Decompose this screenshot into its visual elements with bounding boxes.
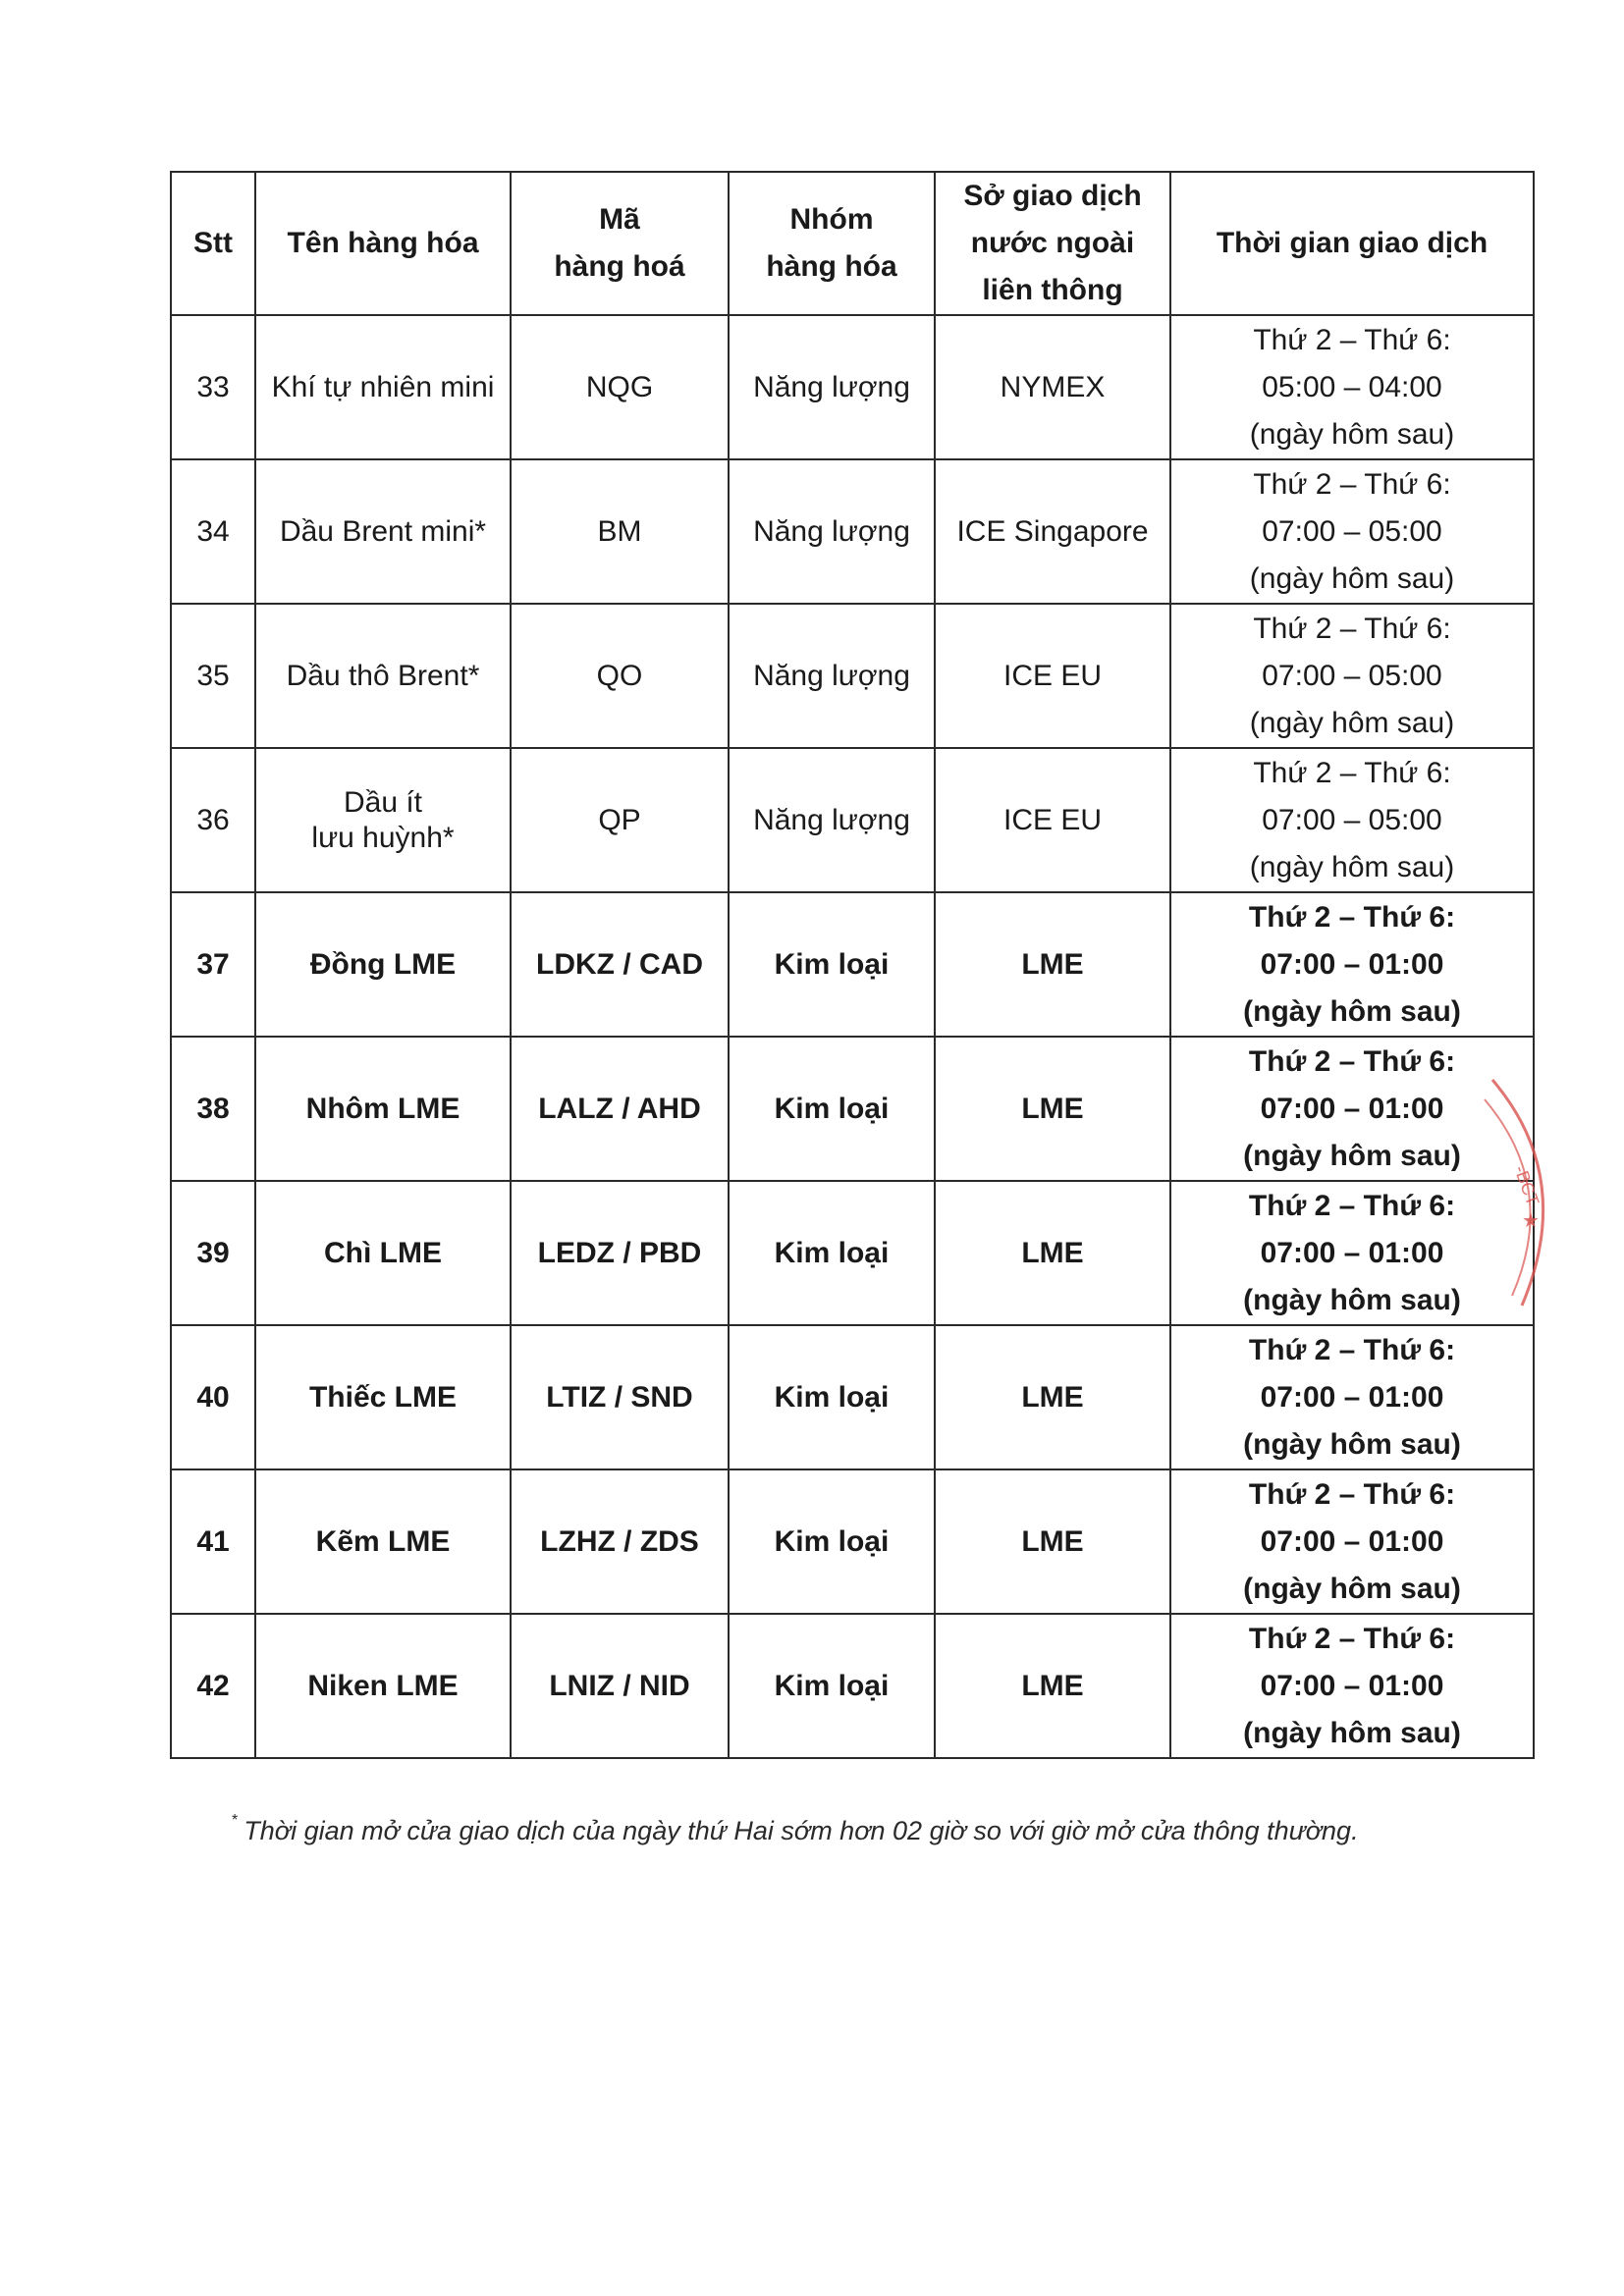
cell-code: QO (511, 604, 729, 748)
cell-code: NQG (511, 315, 729, 459)
footnote-text: Thời gian mở cửa giao dịch của ngày thứ Hai sớm hơn 02 giờ so với giờ mở cửa thông thường. (244, 1816, 1359, 1845)
table-row (171, 1037, 1534, 1181)
cell-code: LZHZ / ZDS (511, 1469, 729, 1614)
table-row (171, 1181, 1534, 1325)
cell-name: Thiếc LME (255, 1325, 511, 1469)
cell-time: Thứ 2 – Thứ 6: 07:00 – 01:00 (ngày hôm sau) (1170, 1325, 1534, 1469)
cell-exchange: NYMEX (935, 315, 1170, 459)
cell-stt: 35 (171, 604, 255, 748)
cell-name: Niken LME (255, 1614, 511, 1758)
cell-exchange: LME (935, 892, 1170, 1037)
table-row (171, 604, 1534, 748)
cell-stt: 37 (171, 892, 255, 1037)
header-group: Nhóm hàng hóa (729, 172, 935, 315)
cell-group: Kim loại (729, 1037, 935, 1181)
table-row (171, 748, 1534, 892)
cell-group: Kim loại (729, 1181, 935, 1325)
cell-exchange: ICE Singapore (935, 459, 1170, 604)
table-row (171, 1469, 1534, 1614)
cell-name: Khí tự nhiên mini (255, 315, 511, 459)
cell-stt: 38 (171, 1037, 255, 1181)
cell-exchange: LME (935, 1037, 1170, 1181)
table-row (171, 892, 1534, 1037)
cell-stt: 42 (171, 1614, 255, 1758)
cell-name: Dầu ít lưu huỳnh* (255, 748, 511, 892)
svg-text:-BCT: -BCT (1510, 1162, 1543, 1208)
cell-time: Thứ 2 – Thứ 6: 07:00 – 05:00 (ngày hôm sau) (1170, 459, 1534, 604)
cell-exchange: LME (935, 1181, 1170, 1325)
cell-group: Kim loại (729, 1469, 935, 1614)
cell-code: LALZ / AHD (511, 1037, 729, 1181)
table-row (171, 459, 1534, 604)
cell-time: Thứ 2 – Thứ 6: 07:00 – 01:00 (ngày hôm sau) (1170, 1469, 1534, 1614)
table-row (171, 315, 1534, 459)
header-exchange: Sở giao dịch nước ngoài liên thông (935, 172, 1170, 315)
cell-exchange: LME (935, 1325, 1170, 1469)
cell-code: BM (511, 459, 729, 604)
table-row (171, 1325, 1534, 1469)
svg-text:★: ★ (1522, 1210, 1540, 1232)
table-body (171, 315, 1534, 1758)
cell-code: LEDZ / PBD (511, 1181, 729, 1325)
header-stt: Stt (171, 172, 255, 315)
cell-time: Thứ 2 – Thứ 6: 07:00 – 01:00 (ngày hôm sau) (1170, 1614, 1534, 1758)
cell-time: Thứ 2 – Thứ 6: 05:00 – 04:00 (ngày hôm sau) (1170, 315, 1534, 459)
cell-code: QP (511, 748, 729, 892)
cell-code: LDKZ / CAD (511, 892, 729, 1037)
cell-exchange: ICE EU (935, 748, 1170, 892)
cell-stt: 39 (171, 1181, 255, 1325)
cell-group: Kim loại (729, 1325, 935, 1469)
cell-name: Dầu thô Brent* (255, 604, 511, 748)
cell-group: Kim loại (729, 1614, 935, 1758)
cell-group: Năng lượng (729, 459, 935, 604)
cell-time: Thứ 2 – Thứ 6: 07:00 – 01:00 (ngày hôm sau) (1170, 1181, 1534, 1325)
footnote-marker: * (232, 1812, 239, 1829)
cell-code: LNIZ / NID (511, 1614, 729, 1758)
cell-name: Đồng LME (255, 892, 511, 1037)
footnote (232, 1812, 1359, 1846)
cell-exchange: ICE EU (935, 604, 1170, 748)
cell-name: Chì LME (255, 1181, 511, 1325)
cell-group: Năng lượng (729, 315, 935, 459)
cell-stt: 36 (171, 748, 255, 892)
cell-group: Năng lượng (729, 604, 935, 748)
cell-group: Năng lượng (729, 748, 935, 892)
cell-group: Kim loại (729, 892, 935, 1037)
cell-time: Thứ 2 – Thứ 6: 07:00 – 05:00 (ngày hôm sau) (1170, 604, 1534, 748)
cell-exchange: LME (935, 1469, 1170, 1614)
cell-stt: 33 (171, 315, 255, 459)
header-name: Tên hàng hóa (255, 172, 511, 315)
cell-code: LTIZ / SND (511, 1325, 729, 1469)
cell-stt: 41 (171, 1469, 255, 1614)
table-row (171, 1614, 1534, 1758)
cell-stt: 34 (171, 459, 255, 604)
cell-name: Nhôm LME (255, 1037, 511, 1181)
cell-time: Thứ 2 – Thứ 6: 07:00 – 01:00 (ngày hôm sau) (1170, 1037, 1534, 1181)
cell-stt: 40 (171, 1325, 255, 1469)
cell-exchange: LME (935, 1614, 1170, 1758)
header-code: Mã hàng hoá (511, 172, 729, 315)
cell-time: Thứ 2 – Thứ 6: 07:00 – 05:00 (ngày hôm sau) (1170, 748, 1534, 892)
cell-name: Kẽm LME (255, 1469, 511, 1614)
commodity-table (170, 171, 1535, 1759)
cell-name: Dầu Brent mini* (255, 459, 511, 604)
cell-time: Thứ 2 – Thứ 6: 07:00 – 01:00 (ngày hôm sau) (1170, 892, 1534, 1037)
table-header-row (171, 172, 1534, 315)
header-time: Thời gian giao dịch (1170, 172, 1534, 315)
